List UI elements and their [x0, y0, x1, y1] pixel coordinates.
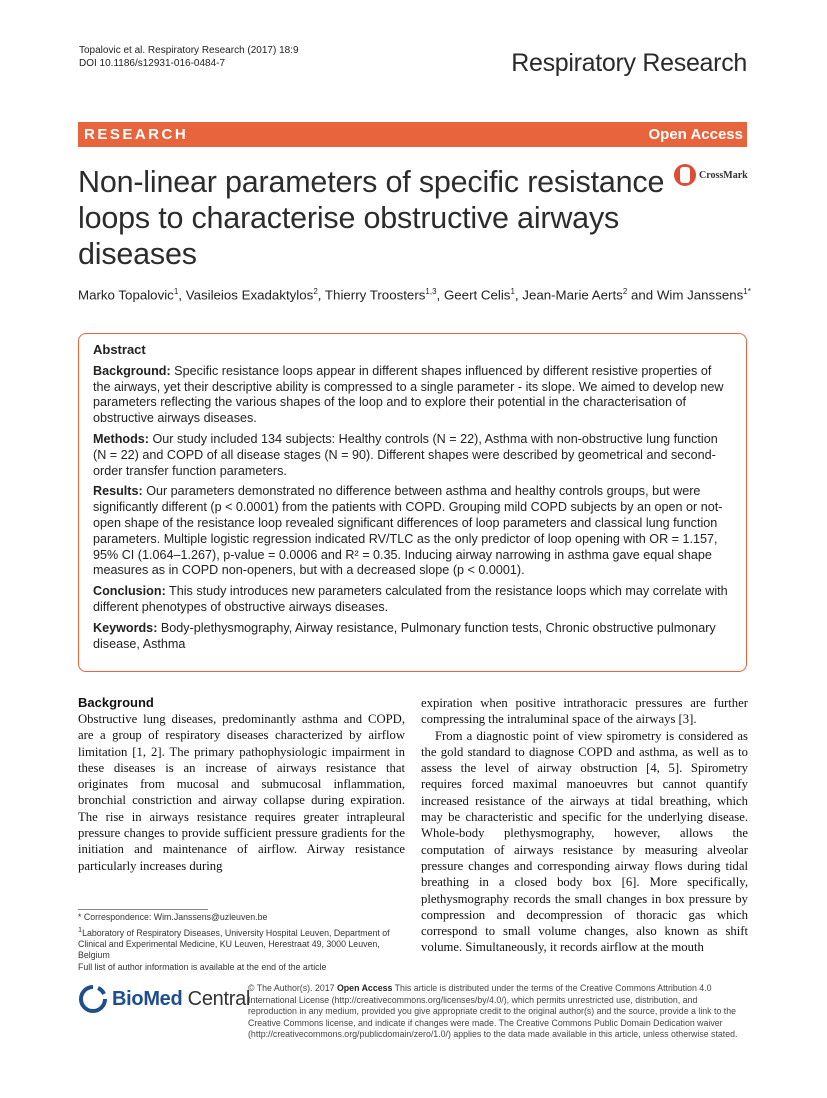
- abstract-conclusion: Conclusion: This study introduces new parameters calculated from the resistance loops which may correlate with different phenotypes of obstructive airways diseases.: [93, 584, 728, 614]
- author: Marko Topalovic: [78, 287, 174, 303]
- abstract-methods: Methods: Our study included 134 subjects: Healthy controls (N = 22), Asthma with non-obstructive lung function (N = 22) and COPD of all disease stages (N = 90). Different shapes were described by geometrical and second-order transfer function parameters.: [93, 431, 718, 478]
- article-title: Non-linear parameters of specific resistance loops to characterise obstructive airways diseases: [78, 165, 665, 271]
- journal-name: Respiratory Research: [511, 49, 747, 77]
- affiliation: $^1$Laboratory of Respiratory Diseases, University Hospital Leuven, Department of Clinical and Experimental Medicine, KU Leuven, Herestraat 49, 3000 Leuven, Belgium: [78, 924, 390, 961]
- abstract-background: Background: Specific resistance loops appear in different shapes influenced by different resistive properties of the airways, yet their descriptive ability is compressed to a single parameter - its slope. We aimed to develop new parameters reflecting the various shapes of the loop and to explore their potential in the characterisation of obstructive airways diseases.: [93, 363, 724, 426]
- paragraph: From a diagnostic point of view spirometry is considered as the gold standard to diagnose COPD and asthma, as well as to assess the level of airway obstruction [4, 5]. Spirometry requires forced maximal manoeuvres but cannot quantify increased resistance of the airways at tidal breathing, which may be characteristic and specific for the underlying disease. Whole-body plethysmography, however, allows the computation of airways resistance by measuring alveolar pressure changes and corresponding airway flows during tidal breathing in a closed body box [6]. More specifically, plethysmography records the small changes in box pressure by compression and decompression of thoracic gas which correspond to small volume changes, also known as shift volume. Simultaneously, it records airflow at the mouth: [421, 728, 748, 955]
- author-info-note: Full list of author information is available at the end of the article: [78, 961, 327, 972]
- section-heading: Background: [78, 695, 154, 710]
- author: Jean-Marie Aerts: [522, 287, 623, 303]
- crossmark-label: CrossMark: [699, 169, 748, 181]
- abstract-heading: Abstract: [93, 342, 146, 357]
- footnote-divider: [78, 909, 208, 910]
- abstract-box: [78, 333, 747, 672]
- correspondence[interactable]: * Correspondence: Wim.Janssens@uzleuven.be: [78, 912, 268, 922]
- citation-header: [79, 44, 299, 70]
- publisher-name: BioMed Central: [112, 987, 251, 1010]
- crossmark-icon: [674, 164, 696, 186]
- abstract-results: Results: Our parameters demonstrated no difference between asthma and healthy controls groups, but were significantly different (p < 0.0001) from the patients with COPD. Grouping mild COPD subjects by an open or not-open shape of the resistance loop revealed significant differences of loop parameters and classical lung function parameters. Multiple logistic regression indicated RV/TLC as the only predictor of loop opening with OR = 1.157, 95% CI (1.064–1.267), p-value = 0.0006 and R² = 0.35. Inducing airway narrowing in asthma gave equal shape measures as in COPD non-openers, but with a decreased slope (p < 0.0001).: [93, 484, 723, 578]
- author: Thierry Troosters: [324, 287, 426, 303]
- author: Vasileios Exadaktylos: [185, 287, 314, 303]
- doi-line[interactable]: DOI 10.1186/s12931-016-0484-7: [79, 58, 226, 69]
- license-statement: © The Author(s). 2017 Open Access This article is distributed under the terms of the Creative Commons Attribution 4.0 International License (http://creativecommons.org/licenses/by/4.0/), which permits unrestricted use, distribution, and reproduction in any medium, provided you give appropriate credit to the original author(s) and the source, provide a link to the Creative Commons license, and indicate if changes were made. The Creative Commons Public Domain Dedication waiver (http://creativecommons.org/publicdomain/zero/1.0/) applies to the data made available in this article, unless otherwise stated.: [248, 983, 738, 1040]
- abstract-keywords: Keywords: Body-plethysmography, Airway resistance, Pulmonary function tests, Chronic obstructive pulmonary disease, Asthma: [93, 620, 716, 651]
- biomed-central-icon: [78, 984, 108, 1014]
- author: Wim Janssens: [656, 287, 744, 303]
- paragraph: Obstructive lung diseases, predominantly asthma and COPD, are a group of respiratory diseases characterized by airflow limitation [1, 2]. The primary pathophysiologic impairment in these diseases is an increase of airways resistance that originates from mucosal and submucosal inflammation, bronchial constriction and airway collapse during expiration. The rise in airways resistance requires greater intrapleural pressure changes to provide sufficient pressure gradients for the initiation and maintenance of airflow. Airway resistance particularly increases during: [78, 712, 405, 873]
- author-list: Marko Topalovic$^1$, Vasileios Exadaktylos$^2$, Thierry Troosters$^{1,3}$, Geert Celis$^1$, Jean-Marie Aerts$^2$ and Wim Janssens$^{1*}$: [78, 287, 751, 303]
- citation-line: Topalovic et al. Respiratory Research (2017) 18:9: [79, 45, 299, 56]
- crossmark-badge[interactable]: [674, 160, 754, 190]
- body-column-right: [421, 695, 748, 956]
- body-column-left: [78, 695, 405, 874]
- open-access-label: Open Access: [648, 126, 743, 143]
- article-type-banner: [78, 122, 747, 147]
- paragraph: expiration when positive intrathoracic pressures are further compressing the intraluminal space of the airways [3].: [421, 696, 748, 727]
- article-type-label: RESEARCH: [84, 126, 189, 143]
- footnote: [78, 912, 408, 973]
- author: Geert Celis: [443, 287, 511, 303]
- publisher-logo: [78, 984, 250, 1014]
